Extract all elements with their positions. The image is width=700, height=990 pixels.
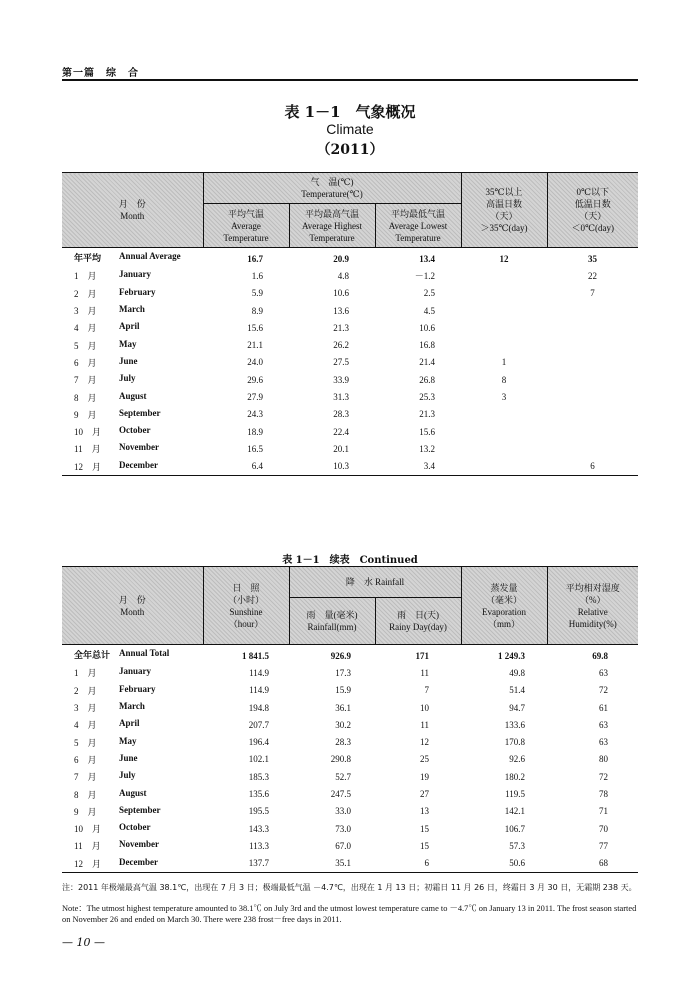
header-evaporation: 蒸发量 （毫米） Evaporation （mm） (461, 567, 547, 645)
table-row (62, 406, 638, 423)
table-row (62, 285, 638, 302)
cell-hum: 63 (599, 737, 608, 748)
month-en: Annual Average (119, 251, 181, 262)
table-row (62, 837, 638, 854)
month-cn: 4 月 (74, 323, 97, 334)
table-row (62, 733, 638, 750)
note-chinese: 注：2011 年极端最高气温 38.1℃，出现在 7 月 3 日；极端最低气温 －4.7℃，出现在 1 月 13 日；初霜日 11 月 26 日，终霜日 3 月 30 日，无霜期 238 天。 (62, 883, 637, 892)
month-cn: 11 月 (74, 841, 101, 852)
cell-evap: 1 249.3 (498, 650, 525, 661)
header-temperature: 气 温(℃) Temperature(℃) (203, 173, 461, 204)
row-month (62, 751, 203, 768)
month-en: November (119, 442, 159, 453)
month-cn: 全年总计 (74, 650, 111, 661)
cell-hum: 68 (547, 855, 638, 873)
month-en: October (119, 822, 151, 833)
cell-low: 10.6 (419, 322, 436, 333)
cell-days: 25 (420, 754, 429, 765)
month-cn: 3 月 (74, 703, 97, 714)
table-row (62, 699, 638, 716)
row-month (62, 682, 203, 699)
month-en: February (119, 286, 156, 297)
row-month (62, 267, 203, 284)
table-row (62, 751, 638, 768)
cell-low: 3.4 (375, 458, 461, 476)
cell-high: 27.5 (333, 357, 349, 368)
cell-evap: 94.7 (509, 702, 525, 713)
cell-hum: 63 (599, 719, 608, 730)
header-hot-days: 35℃以上 高温日数 （天） ＞35℃(day) (461, 173, 547, 248)
cell-rain: 35.1 (289, 855, 375, 873)
cell-high: 10.6 (333, 288, 349, 299)
header-avg-temp: 平均气温 Average Temperature (203, 204, 289, 248)
row-month (62, 645, 203, 665)
row-month (62, 406, 203, 423)
table-row (62, 664, 638, 681)
cell-above (461, 302, 547, 319)
row-month (62, 820, 203, 837)
cell-above: 1 (501, 357, 507, 368)
month-en: February (119, 683, 156, 694)
cell-evap: 92.6 (509, 754, 525, 765)
cell-days: 7 (424, 685, 429, 696)
table-row (62, 458, 638, 476)
cell-high: 26.2 (333, 340, 349, 351)
climate-table-continued-body (62, 645, 638, 873)
row-month (62, 371, 203, 388)
month-en: September (119, 407, 161, 418)
month-cn: 12 月 (74, 858, 102, 869)
header-month: 月 份 Month (62, 173, 203, 248)
month-en: March (119, 304, 145, 315)
note-english: Note：The utmost highest temperature amounted to 38.1℃ on July 3rd and the utmost lowest temperature came to －4.7℃ on January 13 in 2011. The frost season started on November 26 and ended on March 30. There were 238 frost－free days in 2011. (62, 904, 637, 924)
header-rule (62, 79, 638, 81)
cell-avg: 21.1 (247, 340, 263, 351)
table-row (62, 440, 638, 457)
cell-high: 10.3 (289, 458, 375, 476)
page-number: — 10 — (62, 936, 105, 949)
month-en: January (119, 269, 152, 280)
cell-avg: 27.9 (247, 392, 263, 403)
month-cn: 年平均 (74, 253, 102, 264)
cell-evap: 180.2 (504, 771, 525, 782)
cell-above (461, 319, 547, 336)
cell-high: 33.9 (333, 374, 349, 385)
month-cn: 1 月 (74, 271, 97, 282)
row-month (62, 458, 203, 476)
header-rainfall: 雨 量(毫米) Rainfall(mm) (289, 598, 375, 645)
cell-evap: 133.6 (504, 719, 525, 730)
cell-below: 7 (590, 288, 595, 299)
table-row (62, 388, 638, 405)
climate-table (62, 172, 638, 476)
header-rainy-days: 雨 日(天) Rainy Day(day) (375, 598, 461, 645)
cell-evap: 49.8 (509, 667, 525, 678)
cell-high: 22.4 (333, 426, 349, 437)
month-en: September (119, 804, 161, 815)
climate-table-body (62, 248, 638, 476)
header-cold-days: 0℃以下 低温日数 （天） ＜0℃(day) (547, 173, 638, 248)
cell-days: 15 (420, 840, 429, 851)
month-en: December (119, 856, 158, 867)
month-cn: 9 月 (74, 409, 97, 420)
month-en: June (119, 355, 138, 366)
table-row (62, 803, 638, 820)
table-row (62, 423, 638, 440)
cell-avg: 16.5 (247, 443, 263, 454)
cell-sun: 195.5 (248, 806, 269, 817)
month-en: December (119, 459, 158, 470)
cell-below (547, 406, 638, 423)
cell-avg: 8.9 (251, 305, 263, 316)
cell-evap: 170.8 (504, 737, 525, 748)
cell-hum: 69.8 (592, 650, 608, 661)
month-cn: 6 月 (74, 357, 97, 368)
cell-rain: 52.7 (335, 771, 351, 782)
cell-avg: 15.6 (247, 322, 263, 333)
row-month (62, 354, 203, 371)
cell-below (547, 302, 638, 319)
month-cn: 4 月 (74, 720, 97, 731)
cell-above: 3 (501, 392, 507, 403)
header-humidity: 平均相对湿度 （%） Relative Humidity(%) (547, 567, 638, 645)
table-row (62, 645, 638, 665)
header-avg-high: 平均最高气温 Average Highest Temperature (289, 204, 375, 248)
row-month (62, 768, 203, 785)
cell-evap: 50.6 (461, 855, 547, 873)
cell-evap: 51.4 (509, 685, 525, 696)
cell-low: 4.5 (423, 305, 436, 316)
cell-days: 13 (420, 806, 429, 817)
month-en: May (119, 338, 137, 349)
cell-below (547, 371, 638, 388)
table-row (62, 302, 638, 319)
cell-high: 21.3 (333, 322, 349, 333)
table-row (62, 855, 638, 873)
row-month (62, 388, 203, 405)
header-rainfall-group: 降 水 Rainfall (289, 567, 461, 598)
cell-days: 11 (420, 719, 429, 730)
cell-days: 27 (420, 789, 429, 800)
cell-hum: 78 (599, 789, 608, 800)
row-month (62, 716, 203, 733)
cell-above (461, 336, 547, 353)
cell-sun: 114.9 (249, 685, 269, 696)
cell-low: 16.8 (419, 340, 436, 351)
cell-days: 19 (420, 771, 429, 782)
cell-sun: 114.9 (249, 667, 269, 678)
month-en: August (119, 787, 147, 798)
cell-high: 20.9 (333, 253, 349, 264)
row-month (62, 699, 203, 716)
table-row (62, 319, 638, 336)
cell-below (547, 336, 638, 353)
month-cn: 2 月 (74, 288, 97, 299)
cell-sun: 102.1 (248, 754, 269, 765)
month-en: November (119, 839, 159, 850)
cell-rain: 926.9 (330, 650, 351, 661)
cell-evap: 119.5 (505, 789, 525, 800)
cell-rain: 15.9 (335, 685, 351, 696)
month-cn: 11 月 (74, 444, 101, 455)
cell-sun: 135.6 (248, 789, 269, 800)
month-cn: 5 月 (74, 737, 97, 748)
cell-below: 6 (547, 458, 638, 476)
month-cn: 8 月 (74, 392, 97, 403)
cell-avg: 6.4 (203, 458, 289, 476)
cell-avg: 29.6 (247, 374, 263, 385)
cell-hum: 77 (599, 840, 608, 851)
month-cn: 9 月 (74, 806, 97, 817)
cell-hum: 63 (599, 667, 608, 678)
month-cn: 2 月 (74, 685, 97, 696)
cell-avg: 24.0 (247, 357, 263, 368)
table-title-year: （2011） (316, 142, 384, 158)
cell-above (461, 267, 547, 284)
cell-below (547, 354, 638, 371)
cell-above (461, 423, 547, 440)
month-cn: 7 月 (74, 375, 97, 386)
cell-above (461, 458, 547, 476)
month-cn: 7 月 (74, 772, 97, 783)
cell-hum: 80 (599, 754, 608, 765)
cell-low: 2.5 (423, 288, 436, 299)
table-row (62, 785, 638, 802)
cell-above (461, 406, 547, 423)
month-en: April (119, 321, 140, 332)
cell-rain: 73.0 (335, 823, 351, 834)
cell-hum: 72 (599, 771, 608, 782)
cell-low: 21.4 (419, 357, 436, 368)
table-row (62, 248, 638, 268)
table-title-en: Climate (326, 121, 374, 137)
cell-rain: 17.3 (335, 667, 351, 678)
table-row (62, 682, 638, 699)
cell-below (547, 423, 638, 440)
row-month (62, 319, 203, 336)
cell-high: 4.8 (337, 270, 349, 281)
month-en: August (119, 390, 147, 401)
header-month: 月 份 Month (62, 567, 203, 645)
table-row (62, 336, 638, 353)
row-month (62, 664, 203, 681)
cell-rain: 67.0 (335, 840, 351, 851)
row-month (62, 440, 203, 457)
cell-sun: 196.4 (248, 737, 269, 748)
table-row (62, 354, 638, 371)
table-row (62, 267, 638, 284)
month-en: May (119, 735, 137, 746)
cell-days: 10 (420, 702, 429, 713)
cell-sun: 143.3 (248, 823, 269, 834)
cell-low: 26.8 (419, 374, 436, 385)
month-cn: 8 月 (74, 789, 97, 800)
row-month (62, 855, 203, 873)
cell-low: 13.2 (419, 443, 436, 454)
table-row (62, 768, 638, 785)
chapter-header: 第一篇 综 合 (62, 68, 139, 79)
row-month (62, 837, 203, 854)
cell-sun: 113.3 (249, 840, 269, 851)
cell-rain: 30.2 (335, 719, 351, 730)
cell-below: 22 (588, 270, 598, 281)
cell-days: 11 (420, 667, 429, 678)
cell-days: 12 (420, 737, 429, 748)
month-cn: 10 月 (74, 427, 102, 438)
month-en: Annual Total (119, 648, 170, 659)
row-month (62, 785, 203, 802)
cell-sun: 1 841.5 (242, 650, 269, 661)
cell-rain: 247.5 (330, 789, 351, 800)
month-en: January (119, 666, 152, 677)
cell-rain: 36.1 (335, 702, 351, 713)
cell-hum: 70 (599, 823, 608, 834)
table-row (62, 820, 638, 837)
row-month (62, 336, 203, 353)
cell-high: 20.1 (333, 443, 349, 454)
cell-days: 6 (375, 855, 461, 873)
cell-above: 12 (499, 253, 509, 264)
month-en: July (119, 373, 136, 384)
cell-avg: 1.6 (251, 270, 263, 281)
cell-below (547, 319, 638, 336)
cell-low: －1.2 (414, 271, 436, 282)
cell-rain: 33.0 (335, 806, 351, 817)
cell-high: 13.6 (333, 305, 349, 316)
cell-hum: 72 (599, 685, 608, 696)
month-cn: 10 月 (74, 824, 102, 835)
climate-table-continued (62, 566, 638, 873)
header-avg-low: 平均最低气温 Average Lowest Temperature (375, 204, 461, 248)
cell-hum: 61 (599, 702, 608, 713)
cell-sun: 194.8 (248, 702, 269, 713)
cell-high: 28.3 (333, 409, 349, 420)
month-en: June (119, 752, 138, 763)
month-en: March (119, 701, 145, 712)
table-row (62, 371, 638, 388)
row-month (62, 803, 203, 820)
cell-sun: 137.7 (203, 855, 289, 873)
cell-low: 13.4 (419, 253, 436, 264)
month-cn: 12 月 (74, 461, 102, 472)
month-cn: 5 月 (74, 340, 97, 351)
row-month (62, 302, 203, 319)
cell-days: 171 (415, 650, 429, 661)
cell-evap: 142.1 (504, 806, 525, 817)
cell-below (547, 440, 638, 457)
cell-sun: 207.7 (248, 719, 269, 730)
cell-low: 21.3 (419, 409, 436, 420)
table-row (62, 716, 638, 733)
continued-title: 表 1－1 续表 Continued (282, 555, 418, 566)
cell-high: 31.3 (333, 392, 349, 403)
month-en: April (119, 718, 140, 729)
row-month (62, 248, 203, 268)
row-month (62, 285, 203, 302)
cell-above (461, 285, 547, 302)
cell-hum: 71 (599, 806, 608, 817)
header-sunshine: 日 照 （小时） Sunshine （hour） (203, 567, 289, 645)
cell-days: 15 (420, 823, 429, 834)
cell-low: 15.6 (419, 426, 436, 437)
row-month (62, 423, 203, 440)
table-title-cn: 表 1－1 气象概况 (284, 103, 416, 121)
cell-rain: 290.8 (330, 754, 351, 765)
cell-avg: 18.9 (247, 426, 263, 437)
cell-avg: 24.3 (247, 409, 263, 420)
month-cn: 6 月 (74, 754, 97, 765)
cell-evap: 106.7 (504, 823, 525, 834)
cell-avg: 5.9 (251, 288, 263, 299)
cell-low: 25.3 (419, 392, 436, 403)
month-en: July (119, 770, 136, 781)
cell-below: 35 (588, 253, 598, 264)
cell-rain: 28.3 (335, 737, 351, 748)
cell-below (547, 388, 638, 405)
cell-avg: 16.7 (247, 253, 263, 264)
month-cn: 3 月 (74, 306, 97, 317)
cell-evap: 57.3 (509, 840, 525, 851)
row-month (62, 733, 203, 750)
cell-above: 8 (501, 374, 507, 385)
month-en: October (119, 425, 151, 436)
cell-above (461, 440, 547, 457)
month-cn: 1 月 (74, 668, 97, 679)
cell-sun: 185.3 (248, 771, 269, 782)
